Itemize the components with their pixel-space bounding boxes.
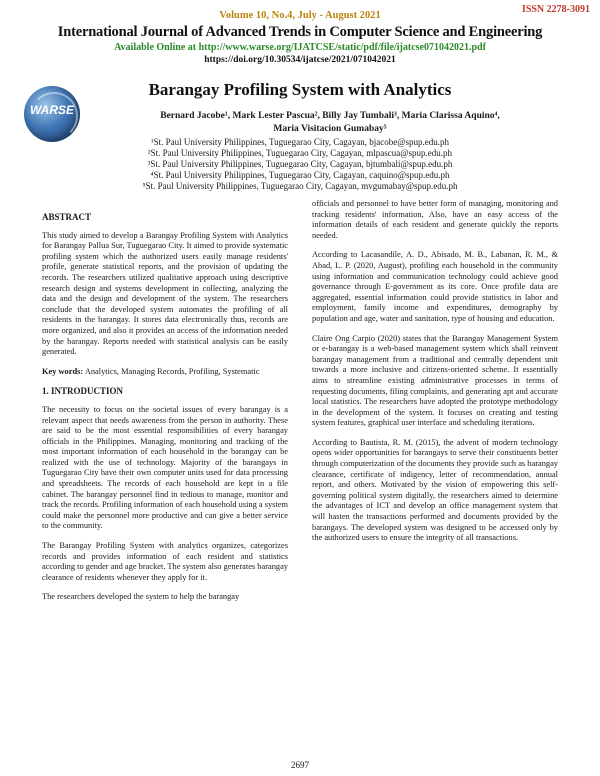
keywords-text: Analytics, Managing Records, Profiling, Systematic <box>84 366 260 376</box>
affiliation-4: ⁴St. Paul University Philippines, Tuguegarao City, Cagayan, caquino@spup.edu.ph <box>150 170 450 180</box>
doi-link[interactable]: https://doi.org/10.30534/ijatcse/2021/071042021 <box>204 55 396 65</box>
pdf-link[interactable]: http://www.warse.org/IJATCSE/static/pdf/file/ijatcse071042021.pdf <box>198 42 486 53</box>
left-column <box>42 212 288 612</box>
keywords-label: Key words: <box>42 366 84 376</box>
right-paragraph-3: Claire Ong Carpio (2020) states that the Barangay Management System or e-barangay is a web-based management system which shall reinvent barangay management from a traditional and centrally dependent unit towards a more inclusive and citizens-oriented scheme. It essentially aims to streamline existing administrative processes in terms of requesting documents, filing complaints, and generating apt and accurate local statistics. The researchers have adopted the prototype methodology in the development of the system. It focuses on creating and testing system features, graphical user interface and scheduling iterations. <box>312 333 558 428</box>
author-list <box>120 110 540 135</box>
intro-heading: 1. INTRODUCTION <box>42 386 124 397</box>
available-prefix: Available Online at <box>114 42 197 53</box>
right-column <box>312 199 558 553</box>
affiliation-5: ⁵St. Paul University Philippines, Tuguegarao City, Cagayan, mvgumabay@spup.edu.ph <box>142 181 458 191</box>
right-paragraph-4: According to Bautista, R. M. (2015), the advent of modern technology opens wider opportunities for barangays to serve their constituents better through computerization of the documents they provide such as barangay clearance, certificate of indigency, letter of recommendation, annual report, and others. Motivated by the vision of empowering this self-governing political system digitally, the researchers aimed to determine the advantages of ICT and develop an office management system that will hasten the transactions performed and documents provided by the barangays. The developed system was designed to be accessed only by the authorized users to ensure the integrity of all transactions. <box>312 437 558 543</box>
authors-line-1: Bernard Jacobe¹, Mark Lester Pascua², Billy Jay Tumbali³, Maria Clarissa Aquino⁴, <box>160 111 500 121</box>
abstract-heading: ABSTRACT <box>42 212 92 222</box>
page-number: 2697 <box>291 760 309 770</box>
affiliation-2: ²St. Paul University Philippines, Tuguegarao City, Cagayan, mlpascua@spup.edu.ph <box>147 148 453 158</box>
abstract-text: This study aimed to develop a Barangay Profiling System with Analytics for Barangay Pallua Sur, Tuguegarao City. It aimed to provide systematic profiling system which the authorized users easily manage residents' profile, generate statistical reports, and the provision of updating the records. The researchers utilized qualitative approach using descriptive research design and systems development in collecting, analyzing the data and the design and development of the system. The researchers conclude that the developed system automates the profiling of all residents in the barangay. It stores data electronically thus, records are more organized, and also it provides an access of the information needed by the barangay. Reports needed with statistical analysis can be easily generated. <box>42 230 288 357</box>
intro-paragraph-2: The Barangay Profiling System with analytics organizes, categorizes records and provides information of each resident and statistics according to gender and age bracket. The system also generates barangay clearance of residents whenever they apply for it. <box>42 541 288 582</box>
right-paragraph-1: officials and personnel to have better form of managing, monitoring and tracking residents' information, Also, have an easy access of the information details of each resident and generate quickly the reports needed. <box>312 199 558 240</box>
intro-paragraph-1: The necessity to focus on the societal issues of every barangay is a relevant aspect that needs awareness from the person in authority. These are said to be the most essential responsibilities of every barangay officials in the Philippines. Managing, monitoring and tracking of the most important information of each household in the barangay can be realized with the use of technology. Majority of the barangays in Tuguegarao City have their own computer units used for data processing and spreadsheets. The records of each household are kept in a file cabinet. The barangay personnel find in tedious to manage, monitor and track the records. Profiling information of each household using a system could make the personnel more productive and can give a better service to the community. <box>42 404 288 531</box>
keywords <box>42 367 288 378</box>
affiliation-1: ¹St. Paul University Philippines, Tuguegarao City, Cagayan, bjacobe@spup.edu.ph <box>150 137 450 147</box>
paper-title: Barangay Profiling System with Analytics <box>148 80 452 99</box>
intro-paragraph-3: The researchers developed the system to help the barangay <box>42 592 240 602</box>
availability-line <box>0 42 600 53</box>
logo-text: WARSE <box>29 103 74 117</box>
affiliation-3: ³St. Paul University Philippines, Tuguegarao City, Cagayan, bjtumbali@spup.edu.ph <box>147 159 453 169</box>
volume-line: Volume 10, No.4, July - August 2021 <box>219 10 381 21</box>
right-paragraph-2: According to Lacasandile, A. D., Abisado, M. B., Labanan, R. M., & Abad, L. P. (2020, August), profiling each household in the community using information and communication technology could achieve good governance through E-government as its core. Once profile data are aggregated, essential information could provide statistics in labor and employment, family income and expenditures, demography by population and age, water and sanitation, type of housing and education. <box>312 250 558 323</box>
authors-line-2: Maria Visitacion Gumabay⁵ <box>273 123 387 134</box>
journal-title: International Journal of Advanced Trends in Computer Science and Engineering <box>57 24 543 40</box>
issn-label: ISSN 2278-3091 <box>521 4 590 15</box>
